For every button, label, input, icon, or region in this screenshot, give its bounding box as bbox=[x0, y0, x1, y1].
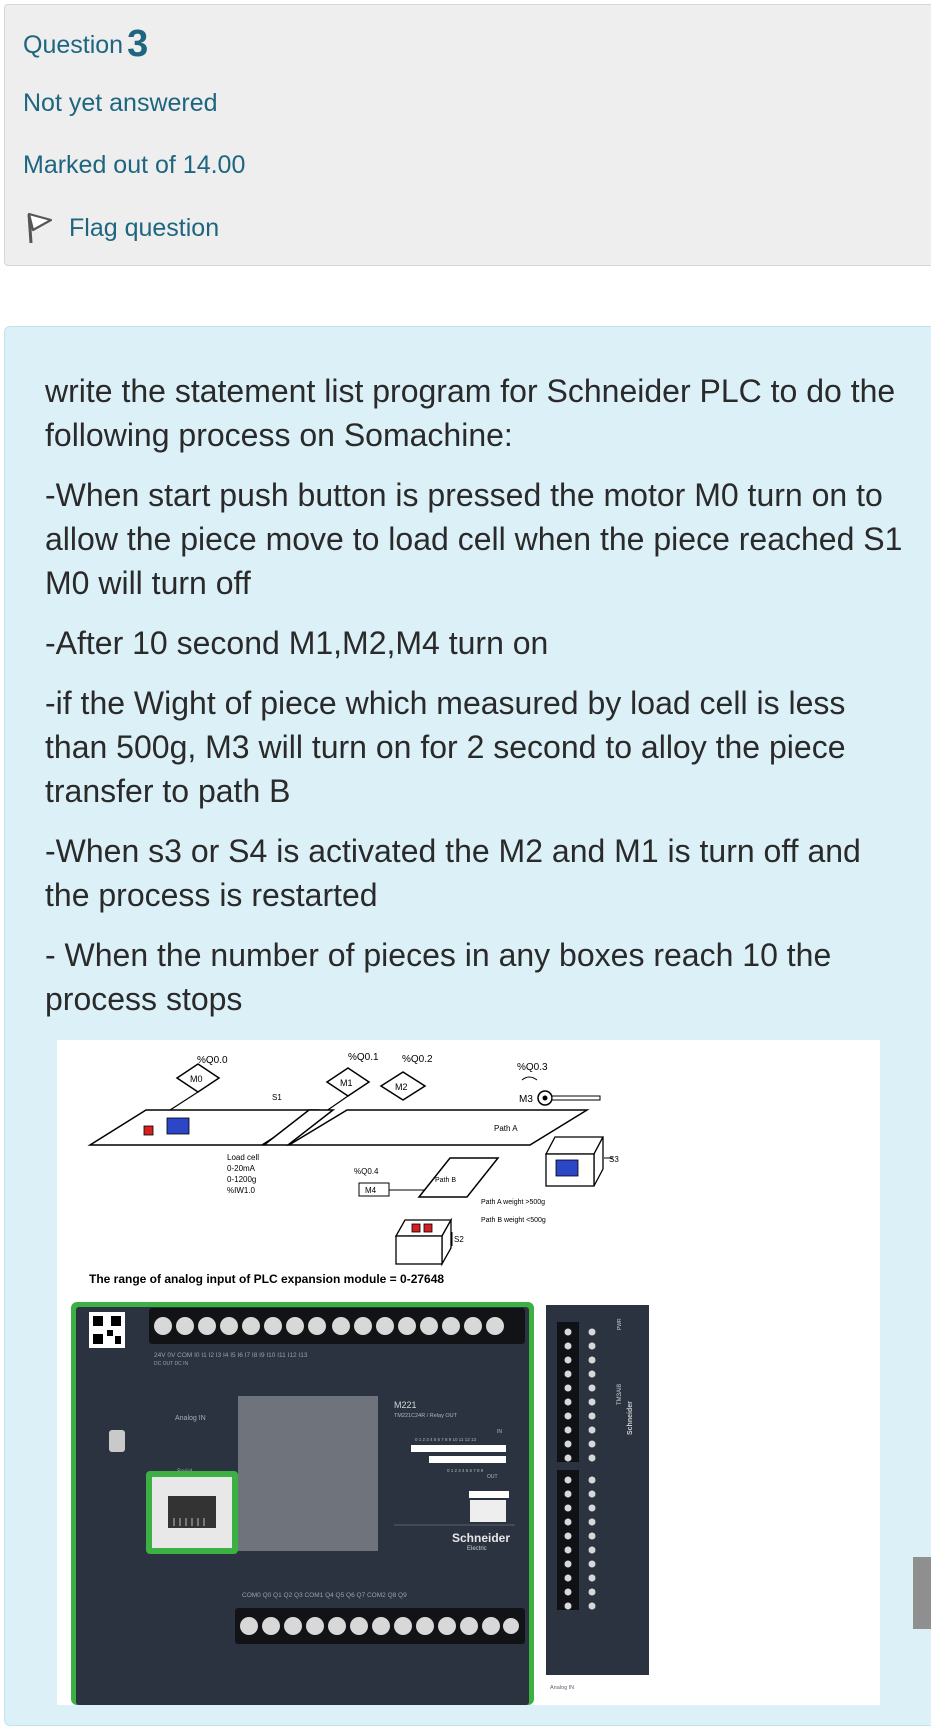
question-label: Question bbox=[23, 31, 124, 59]
path-b-weight-label: Path B weight <500g bbox=[481, 1217, 546, 1224]
step-4-paragraph: -When s3 or S4 is activated the M2 and M1 is turn off and the process is restarted bbox=[45, 833, 861, 913]
path-a-weight-label: Path A weight >500g bbox=[481, 1199, 546, 1206]
step-3-paragraph: -if the Wight of piece which measured by load cell is less than 500g, M3 will turn on for 2 second to alloy the piece transfer to path B bbox=[45, 685, 846, 809]
plc-dc-labels: DC OUT DC IN bbox=[154, 1361, 189, 1367]
question-number-value: 3 bbox=[127, 23, 149, 65]
q04-label: %Q0.4 bbox=[354, 1167, 379, 1176]
process-diagram-svg bbox=[57, 1040, 880, 1705]
instruction-paragraph: write the statement list program for Schneider PLC to do the following process on Somachine: bbox=[45, 373, 896, 453]
plc-brand: Schneider bbox=[452, 1531, 511, 1545]
question-info-panel bbox=[4, 4, 931, 266]
load-cell-address: %IW1.0 bbox=[227, 1186, 256, 1195]
exp-module-name: TM3AI8 bbox=[617, 1383, 623, 1405]
exp-pwr-label: PWR bbox=[617, 1318, 623, 1330]
q00-label: %Q0.0 bbox=[197, 1055, 228, 1066]
m3-label: M3 bbox=[519, 1094, 533, 1105]
m1-label: M1 bbox=[340, 1078, 353, 1088]
plc-input-labels: 24V 0V COM I0 I1 I2 I3 I4 I5 I6 I7 I8 I9 I10 I11 I12 I13 bbox=[154, 1352, 308, 1359]
flag-question-link[interactable] bbox=[23, 211, 219, 245]
load-cell-range-g: 0-1200g bbox=[227, 1175, 257, 1184]
process-diagram-image bbox=[57, 1040, 880, 1705]
analog-range-note: The range of analog input of PLC expansion module = 0-27648 bbox=[89, 1272, 445, 1286]
plc-brand-sub: Electric bbox=[467, 1546, 487, 1552]
path-a-label: Path A bbox=[494, 1124, 518, 1133]
load-cell-label: Load cell bbox=[227, 1153, 260, 1162]
path-b-conveyor bbox=[419, 1158, 498, 1197]
step-5-paragraph: - When the number of pieces in any boxes reach 10 the process stops bbox=[45, 937, 832, 1017]
exp-analog-in-label: Analog IN bbox=[550, 1685, 575, 1691]
box-b bbox=[396, 1236, 442, 1264]
flag-question-label: Flag question bbox=[69, 213, 220, 242]
s3-label: S3 bbox=[609, 1155, 619, 1164]
exp-brand: Schneider bbox=[627, 1401, 634, 1435]
m2-label: M2 bbox=[395, 1082, 408, 1092]
plc-analog-in-label: Analog IN bbox=[175, 1415, 206, 1422]
box-a-top bbox=[546, 1137, 603, 1154]
plc-out-tag: OUT bbox=[487, 1474, 498, 1480]
flag-icon bbox=[23, 211, 55, 245]
q01-label: %Q0.1 bbox=[348, 1052, 379, 1063]
question-state: Not yet answered bbox=[23, 89, 218, 117]
load-cell-range-ma: 0-20mA bbox=[227, 1164, 256, 1173]
q03-label: %Q0.3 bbox=[517, 1062, 548, 1073]
plc-model-sub: TM221C24R / Relay OUT bbox=[394, 1413, 457, 1419]
s2-label: S2 bbox=[454, 1235, 464, 1244]
plc-out-digits: 0 1 2 3 4 5 6 7 8 9 bbox=[447, 1468, 484, 1473]
step-2-paragraph: -After 10 second M1,M2,M4 turn on bbox=[45, 625, 549, 661]
plc-in-tag: IN bbox=[497, 1429, 502, 1435]
step-1-paragraph: -When start push button is pressed the motor M0 turn on to allow the piece move to load cell when the piece reached S1 M0 will turn off bbox=[45, 477, 903, 601]
question-number bbox=[23, 23, 148, 66]
conveyor-m1-m2 bbox=[289, 1110, 587, 1145]
s1-label: S1 bbox=[272, 1093, 282, 1102]
plc-model-label: M221 bbox=[394, 1400, 417, 1410]
piece-blue bbox=[167, 1118, 189, 1134]
plc-output-labels: COM0 Q0 Q1 Q2 Q3 COM1 Q4 Q5 Q6 Q7 COM2 Q8 Q9 bbox=[242, 1592, 407, 1599]
question-grade: Marked out of 14.00 bbox=[23, 151, 246, 179]
path-b-label: Path B bbox=[435, 1177, 457, 1184]
plc-cover-panel bbox=[238, 1396, 378, 1551]
scrollbar-thumb[interactable] bbox=[913, 1557, 931, 1629]
piece-red bbox=[144, 1126, 153, 1135]
m0-label: M0 bbox=[190, 1074, 203, 1084]
plc-in-digits: 0 1 2 3 4 5 6 7 8 9 10 11 12 13 bbox=[415, 1437, 476, 1442]
q02-label: %Q0.2 bbox=[402, 1054, 433, 1065]
m4-label: M4 bbox=[365, 1186, 377, 1195]
